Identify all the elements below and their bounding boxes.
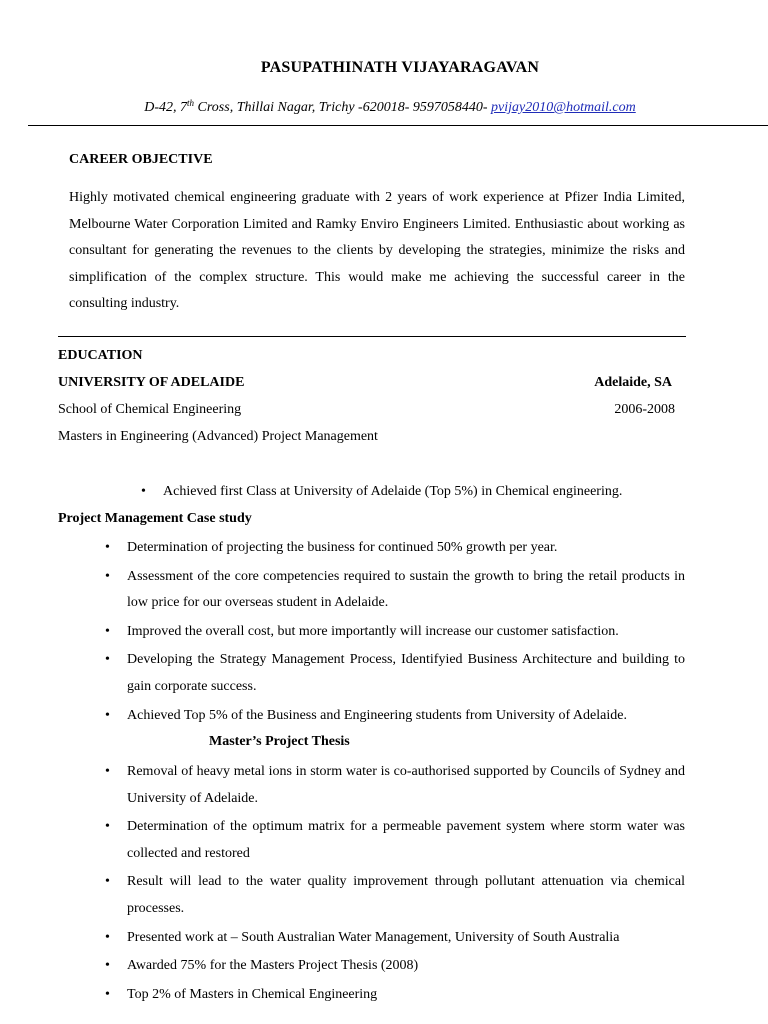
address-superscript: th	[187, 98, 195, 108]
list-item: • Top 2% of Masters in Chemical Engineering	[127, 982, 685, 1009]
address-rest: Cross, Thillai Nagar, Trichy -620018- 9597058440-	[194, 100, 492, 115]
list-item: • Achieved first Class at University of Adelaide (Top 5%) in Chemical engineering.	[163, 479, 693, 506]
section-divider	[58, 336, 686, 337]
list-item: • Removal of heavy metal ions in storm water is co-authorised supported by Councils of Sydney and University of Adelaide.	[127, 759, 685, 812]
list-item: • Determination of the optimum matrix for a permeable pavement system where storm water was collected and restored	[127, 814, 685, 867]
header-divider	[28, 125, 768, 126]
address-prefix: D-42, 7	[144, 100, 188, 115]
education-heading: EDUCATION	[58, 348, 143, 363]
university-name: UNIVERSITY OF ADELAIDE	[58, 375, 245, 390]
career-objective-heading: CAREER OBJECTIVE	[69, 152, 213, 167]
thesis-list	[127, 759, 685, 1008]
degree-title: Masters in Engineering (Advanced) Project Management	[58, 429, 378, 444]
case-study-list	[127, 535, 685, 729]
list-item: • Developing the Strategy Management Process, Identifyied Business Architecture and building to gain corporate success.	[127, 647, 685, 700]
university-location: Adelaide, SA	[594, 375, 672, 390]
list-item: • Result will lead to the water quality improvement through pollutant attenuation via chemical processes.	[127, 869, 685, 922]
education-achievements	[163, 479, 693, 506]
contact-line	[0, 98, 768, 116]
school-name: School of Chemical Engineering	[58, 402, 242, 417]
list-item: • Improved the overall cost, but more importantly will increase our customer satisfaction.	[127, 619, 685, 646]
study-years: 2006-2008	[614, 402, 675, 417]
email-link[interactable]: pvijay2010@hotmail.com	[491, 100, 636, 115]
candidate-name: PASUPATHINATH VIJAYARAGAVAN	[260, 59, 540, 76]
thesis-heading: Master’s Project Thesis	[209, 734, 350, 749]
list-item: • Awarded 75% for the Masters Project Thesis (2008)	[127, 953, 685, 980]
list-item: • Presented work at – South Australian Water Management, University of South Australia	[127, 925, 685, 952]
list-item: • Achieved Top 5% of the Business and Engineering students from University of Adelaide.	[127, 703, 685, 730]
list-item: • Determination of projecting the business for continued 50% growth per year.	[127, 535, 685, 562]
career-objective-text: Highly motivated chemical engineering graduate with 2 years of work experience at Pfizer India Limited, Melbourne Water Corporation Limited and Ramky Enviro Engineers Limited. Enthusiastic about working as consultant for generating the revenues to the clients by developing the strategies, minimize the risks and simplification of the complex structure. This would make me achieving the successful career in the consulting industry.	[69, 190, 685, 312]
case-study-heading: Project Management Case study	[58, 511, 252, 526]
list-item: • Assessment of the core competencies required to sustain the growth to bring the retail products in low price for our overseas student in Adelaide.	[127, 564, 685, 617]
